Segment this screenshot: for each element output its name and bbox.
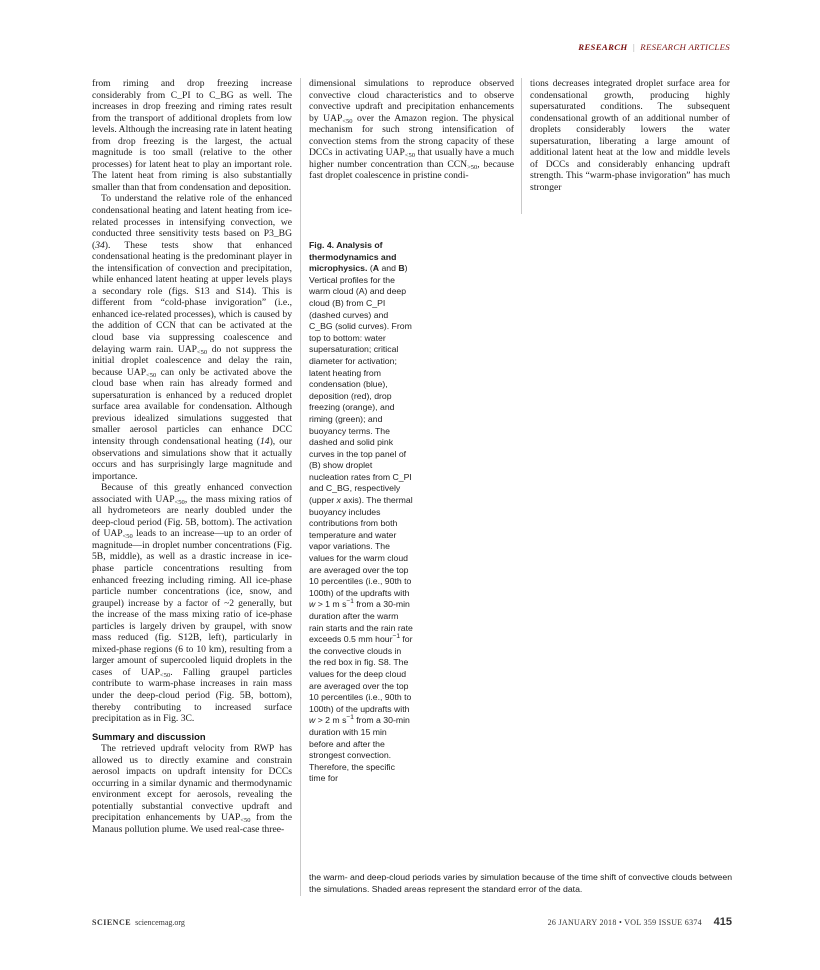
subscript: <50: [174, 498, 185, 506]
paragraph: from riming and drop freezing increase considerably from C_PI to C_BG as well. The increases in drop freezing and riming rates result from the transport of additional droplets from low levels. Although the increasing rate in latent heating from drop freezing is the largest, the actual magnitude is too small (relative to the other processes) for latent heat to play an important role. The latent heat from riming is also substantially smaller than that from condensation and deposition.: [92, 78, 292, 193]
figure-caption: [309, 240, 413, 785]
text-column-3: [530, 78, 730, 193]
text-run: that usually have a much higher number concentration than CCN: [309, 147, 514, 170]
text-run: , because fast droplet coalescence in pristine condi-: [309, 158, 514, 182]
journal-name: SCIENCE: [92, 918, 132, 927]
text-run: from a 30-min duration after the warm rain starts and the rain rate exceeds 0.5 mm hour: [309, 599, 413, 645]
text-run: axis). The thermal buoyancy includes contributions from both temperature and water vapor variations. The values for the warm cloud are averaged over the top 10 percentiles (i.e., 90th to 100th) of the updrafts with: [309, 495, 413, 598]
subscript: <50: [404, 152, 416, 160]
text-run: from a 30-min duration with 15 min before and after the strongest convection. Therefore, the specific time for: [309, 715, 410, 784]
column-divider: [521, 78, 522, 214]
text-run: ) Vertical profiles for the warm cloud (A) and deep cloud (B) from C_PI (dashed curves) and C_BG (solid curves). From top to bottom: water supersaturation; critical diameter for activation; latent heating from condensation (blue), deposition (red), drop freezing (orange), and riming (green); and buoyancy terms. The dashed and solid pink curves in the top panel of (B) show droplet nucleation rates from C_PI and C_BG, respectively (upper: [309, 263, 412, 506]
superscript: −1: [346, 714, 354, 722]
page-footer: [92, 918, 732, 932]
text-run: To understand the relative role of the enhanced condensational heating and latent heating from ice-related processes in intensifying convection, we conducted three sensitivity tests based on P3_BG (: [92, 193, 292, 251]
header-separator: |: [632, 42, 636, 52]
subscript: <50: [240, 817, 251, 825]
text-run: can only be activated above the cloud base when rain has already formed and supersaturation is enhanced by a reduced droplet surface area available for condensation. Although previous idealized simulations suggested that smaller aerosol particles can enhance DCC intensity through condensational heating (: [92, 366, 292, 447]
column-divider: [300, 78, 301, 896]
variable: x: [336, 495, 341, 506]
text-run: . Falling graupel particles contribute to warm-phase increases in rain mass under the deep-cloud period (Fig. 5B, bottom), thereby contributing to increased surface precipitation as in Fig. 3C.: [92, 666, 292, 725]
subscript: <50: [122, 533, 133, 541]
text-run: > 2 m s: [315, 715, 347, 726]
text-run: and: [379, 263, 399, 274]
text-run: for the convective clouds in the red box in fig. S8. The values for the deep cloud are averaged over the top 10 percentiles (i.e., 90th to 100th) of the updrafts with: [309, 634, 413, 714]
text-run: , the mass mixing ratios of all hydrometeors are nearly doubled under the deep-cloud period (Fig. 5B, bottom). The activation of UAP: [92, 493, 292, 540]
reference-number: 34: [95, 239, 105, 251]
text-column-1: [92, 78, 292, 836]
paragraph: [92, 482, 292, 724]
text-run: ), our observations and simulations show that it actually occurs and has surprisingly large magnitude and importance.: [92, 435, 292, 482]
header-section: RESEARCH: [578, 42, 628, 52]
panel-label: B: [398, 263, 405, 274]
header-subsection: RESEARCH ARTICLES: [640, 42, 730, 52]
subscript: <50: [160, 671, 171, 679]
text-run: do not suppress the initial droplet coalescence and delay the rain, because UAP: [92, 343, 292, 378]
text-run: over the Amazon region. The physical mechanism for such strong intensification of convection stems from the strong capacity of these DCCs in activating UAP: [309, 112, 514, 159]
running-header: [578, 42, 730, 56]
subscript: <50: [197, 348, 208, 356]
section-heading: Summary and discussion: [92, 730, 206, 742]
reference-number: 14: [259, 435, 270, 447]
paragraph: [92, 743, 292, 835]
figure-caption-continued: the warm- and deep-cloud periods varies by simulation because of the time shift of convective clouds between the simulations. Shaded areas represent the standard error of the data.: [309, 872, 733, 894]
paragraph: [92, 193, 292, 482]
variable: w: [309, 599, 316, 610]
issue-info: 26 JANUARY 2018 • VOL 359 ISSUE 6374: [547, 918, 702, 927]
paragraph: tions decreases integrated droplet surface area for condensational growth, producing highly supersaturated conditions. The subsequent condensational growth of an additional number of droplets considerably lowers the water supersaturation, liberating a large amount of additional latent heat at the low and middle levels of DCCs and considerably enhancing updraft strength. This “warm-phase invigoration” has much stronger: [530, 78, 730, 193]
panel-label: A: [372, 263, 380, 274]
text-run: ). These tests show that enhanced condensational heating is the predominant player in the intensification of convection and precipitation, while enhanced latent heating at upper levels plays a secondary role (figs. S13 and S14). This is different from “cold-phase invigoration” (i.e., enhanced ice-related processes), which is caused by the addition of CCN that can be activated at the cloud base via suppressing coalescence and delaying warm rain. UAP: [92, 239, 292, 355]
page-number: 415: [713, 916, 732, 928]
journal-website: sciencemag.org: [135, 918, 185, 927]
paragraph: [309, 78, 514, 182]
superscript: −1: [346, 598, 354, 606]
text-run: > 1 m s: [315, 599, 347, 610]
text-column-2: [309, 78, 514, 182]
subscript: <50: [342, 117, 353, 125]
text-run: from the Manaus pollution plume. We used real-case three-: [92, 812, 292, 835]
caption-title: Fig. 4. Analysis of thermodynamics and microphysics.: [309, 240, 397, 274]
text-run: dimensional simulations to reproduce observed convective cloud characteristics and to observe convective updraft and precipitation enhancements by UAP: [309, 78, 514, 124]
text-run: leads to an increase—up to an order of magnitude—in droplet number concentrations (Fig. 5B, middle), as well as a drastic increase in ice-phase particle concentrations resulting from enhanced freezing including riming. All ice-phase particle number concentrations (ice, snow, and graupel) increase by a factor of ~2 generally, but the increase of the mass mixing ratio of ice-phase particles is largely driven by graupel, with snow mass reduced (fig. S12B, left), particularly in mixed-phase regions (6 to 10 km), resulting from a larger amount of supercooled liquid droplets in the cases of UAP: [92, 528, 292, 678]
text-run: Because of this greatly enhanced convection associated with UAP: [92, 482, 292, 505]
subscript: >50: [467, 163, 478, 171]
superscript: −1: [392, 633, 400, 641]
text-run: The retrieved updraft velocity from RWP has allowed us to directly examine and constrain aerosol impacts on updraft intensity for DCCs occurring in a similar dynamic and thermodynamic environment except for aerosols, revealing the potentially substantial convective updraft and precipitation enhancements by UAP: [92, 743, 292, 824]
variable: w: [309, 715, 316, 726]
text-run: (: [367, 263, 373, 274]
subscript: <50: [146, 371, 157, 379]
